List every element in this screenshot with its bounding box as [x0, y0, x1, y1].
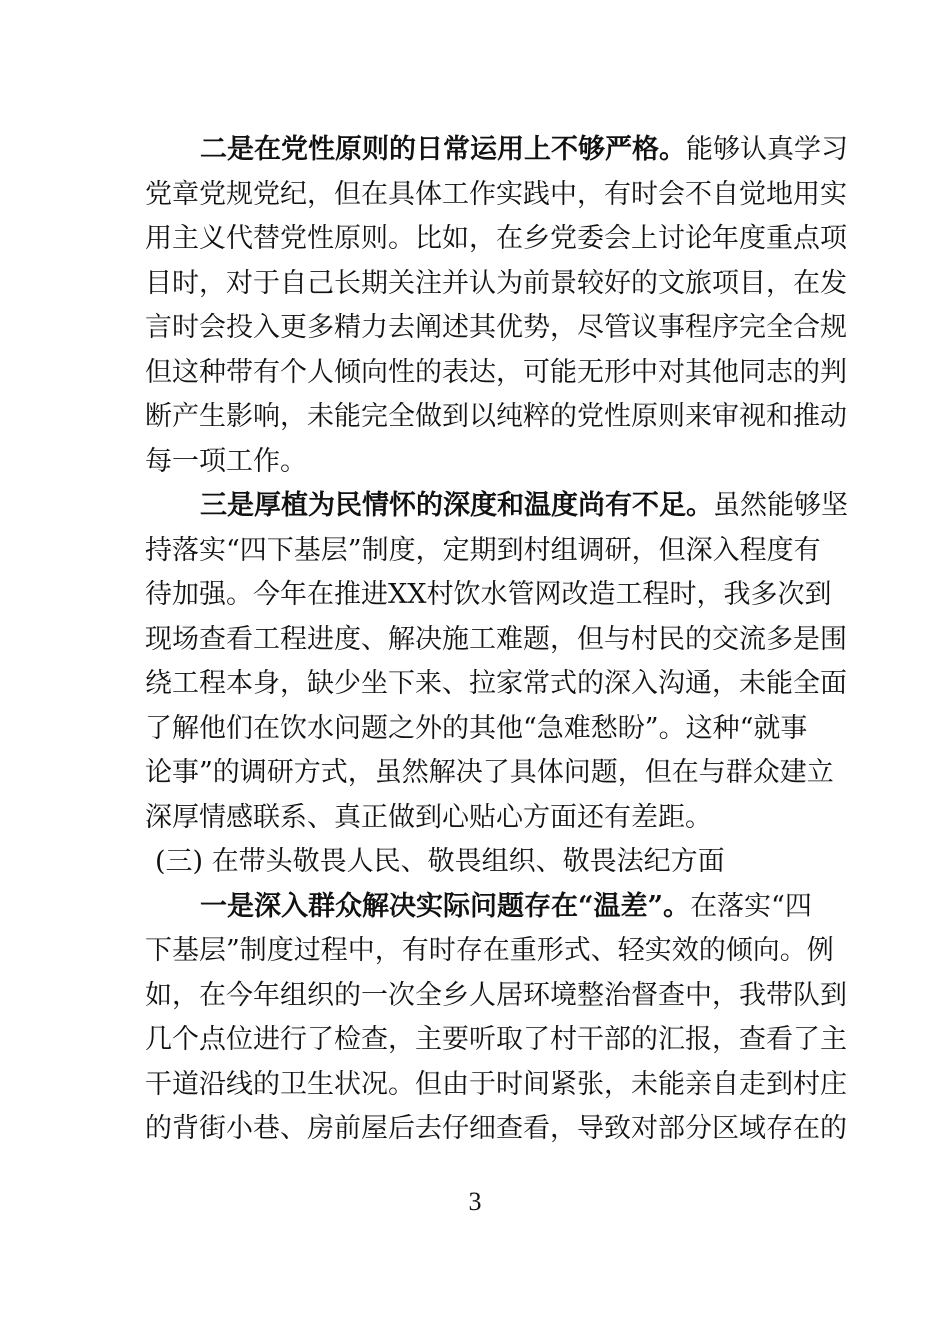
paragraph-line [145, 751, 834, 796]
paragraph-line [145, 1018, 847, 1063]
paragraph-line [145, 217, 847, 262]
text: 用主义代替党性原则。比如，在乡党委会上讨论年度重点项 [145, 223, 847, 254]
text: 绕工程本身，缺少坐下来、拉家常式的深入沟通，未能全面 [145, 668, 847, 699]
text: 的背街小巷、房前屋后去仔细查看，导致对部分区域存在的 [145, 1113, 847, 1144]
paragraph-line [145, 173, 847, 218]
paragraph-line [145, 1063, 847, 1108]
text: 论事”的调研方式，虽然解决了具体问题，但在与群众建立 [145, 757, 834, 788]
paragraph-line [145, 618, 847, 663]
document-body [145, 128, 848, 1152]
text: (三) 在带头敬畏人民、敬畏组织、敬畏法纪方面 [155, 846, 725, 877]
text: 但这种带有个人倾向性的表达，可能无形中对其他同志的判 [145, 356, 847, 388]
paragraph-line [145, 351, 847, 396]
text: 言时会投入更多精力去阐述其优势，尽管议事程序完全合规 [145, 312, 847, 343]
paragraph-line [145, 796, 807, 841]
paragraph-line [145, 306, 847, 351]
paragraph-line [145, 929, 834, 974]
text: 了解他们在饮水问题之外的其他“急难愁盼”。这种“就事 [145, 712, 808, 744]
paragraph-line [145, 885, 812, 930]
text: 下基层”制度过程中，有时存在重形式、轻实效的倾向。例 [145, 935, 834, 966]
text: 干道沿线的卫生状况。但由于时间紧张，未能亲自走到村庄 [145, 1068, 847, 1100]
text: 党章党规党纪，但在具体工作实践中，有时会不自觉地用实 [145, 178, 847, 210]
text: 能够认真学习 [686, 134, 848, 165]
text: 虽然能够坚 [713, 490, 848, 521]
text: 深厚情感联系、真正做到心贴心方面还有差距。 [145, 801, 712, 833]
paragraph-line [145, 128, 848, 173]
text: 目时，对于自己长期关注并认为前景较好的文旅项目，在发 [145, 267, 847, 299]
paragraph-line [145, 529, 821, 574]
bold-lead: 三是厚植为民情怀的深度和温度尚有不足。 [200, 490, 713, 521]
bold-lead: 二是在党性原则的日常运用上不够严格。 [200, 134, 686, 165]
text: 待加强。今年在推进XX村饮水管网改造工程时，我多次到 [145, 579, 832, 610]
paragraph-line [145, 974, 847, 1019]
text: 在落实“四 [690, 890, 812, 922]
paragraph-line [145, 440, 807, 485]
paragraph-line [145, 395, 847, 440]
text: 几个点位进行了检查，主要听取了村干部的汇报，查看了主 [145, 1024, 847, 1055]
bold-lead: 一是深入群众解决实际问题存在“温差”。 [200, 890, 691, 922]
text: 持落实“四下基层”制度，定期到村组调研，但深入程度有 [145, 534, 821, 566]
paragraph-line [145, 484, 848, 529]
paragraph-line [145, 1107, 847, 1152]
paragraph-line [145, 573, 832, 618]
text: 每一项工作。 [145, 445, 307, 477]
section-heading [145, 840, 807, 885]
paragraph-line [145, 662, 847, 707]
paragraph-line [145, 262, 847, 307]
text: 现场查看工程进度、解决施工难题，但与村民的交流多是围 [145, 623, 847, 655]
page-number: 3 [468, 1187, 482, 1216]
text: 如，在今年组织的一次全乡人居环境整治督查中，我带队到 [145, 979, 847, 1011]
paragraph-line [145, 707, 807, 752]
text: 断产生影响，未能完全做到以纯粹的党性原则来审视和推动 [145, 401, 847, 432]
